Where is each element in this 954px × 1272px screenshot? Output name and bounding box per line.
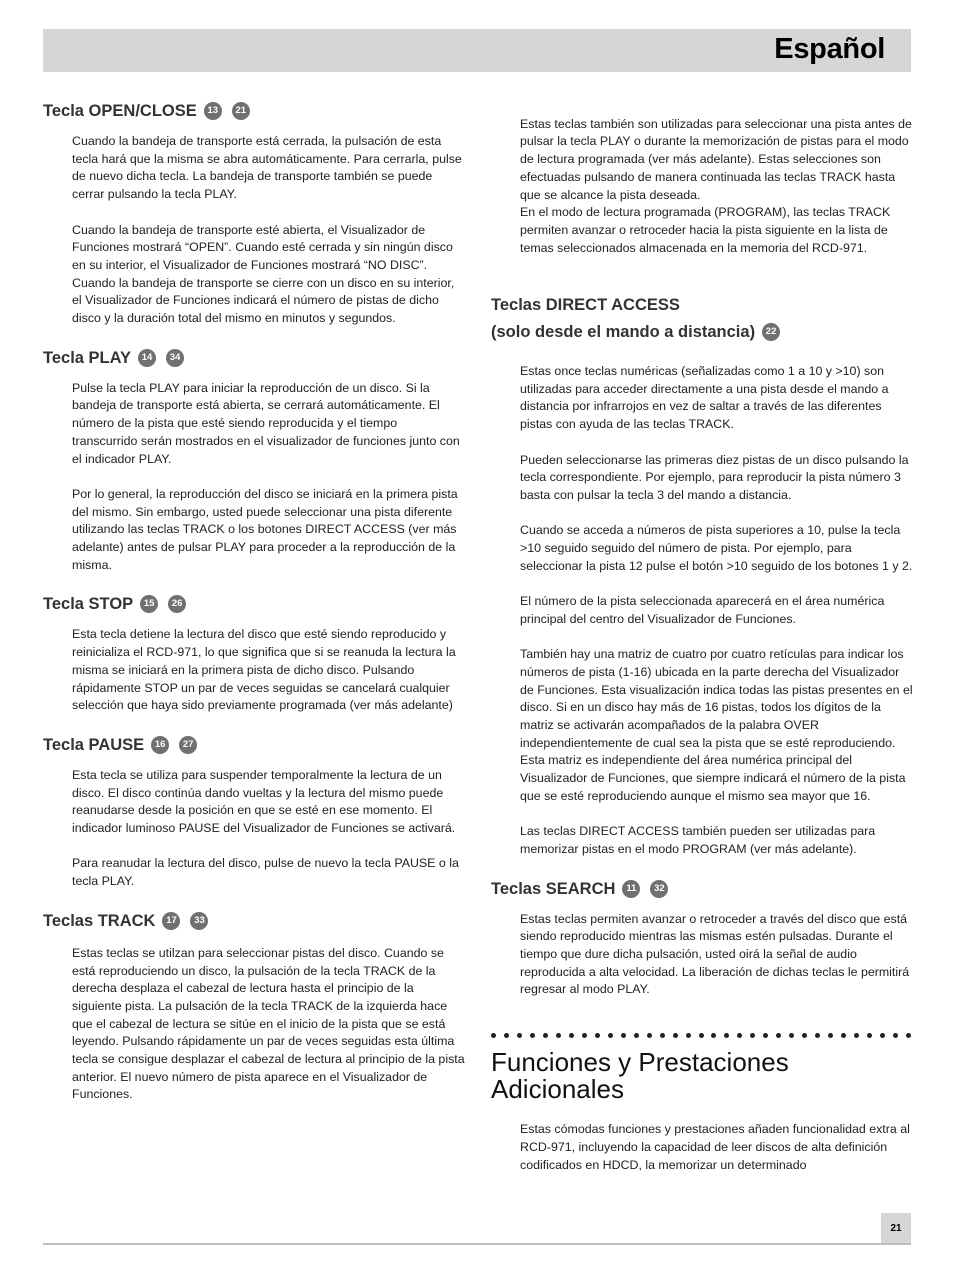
divider-dot xyxy=(880,1033,885,1038)
divider-dot xyxy=(724,1033,729,1038)
divider-dot xyxy=(893,1033,898,1038)
features-title: Funciones y Prestaciones Adicionales xyxy=(491,1047,789,1105)
divider-dot xyxy=(621,1033,626,1038)
section-search xyxy=(491,876,913,1000)
divider-dot xyxy=(491,1033,496,1038)
section-body: Pulse la tecla PLAY para iniciar la reproducción de un disco. Si la bandeja de transporte está abierta, se cerrará automáticamente. El número de la pista que esté siendo reproducida y el tiempo transcurrido serán mostrados en el visualizador de funciones junto con el indicador PLAY. Por lo general, la reproducción del disco se iniciará en la primera pista del mismo. Sin embargo, usted puede seleccionar una pista diferente utilizando las teclas TRACK o los botones DIRECT ACCESS (ver más adelante) antes de pulsar PLAY para proceder a la reproducción de la misma. xyxy=(72,380,460,572)
section-heading: Tecla PLAY 14 34 xyxy=(43,345,465,371)
divider-dot xyxy=(517,1033,522,1038)
dotted-divider xyxy=(491,1033,911,1041)
section-heading: Teclas DIRECT ACCESS xyxy=(491,296,680,315)
section-heading: Tecla OPEN/CLOSE 13 21 xyxy=(43,98,465,124)
section-heading: Tecla PAUSE 16 27 xyxy=(43,732,465,758)
reference-badge: 22 xyxy=(762,323,780,341)
section-body: Estas teclas permiten avanzar o retroceder a través del disco que está siendo reproducido mientras las mismas estén pulsadas. Durante el tiempo que dure dicha pulsación, usted oirá la señal de audio reproducida a alta velocidad. La liberación de dichas teclas le permitirá regresar al modo PLAY. xyxy=(520,911,910,997)
divider-dot xyxy=(776,1033,781,1038)
divider-dot xyxy=(750,1033,755,1038)
divider-dot xyxy=(647,1033,652,1038)
section-body: Estas teclas se utilzan para seleccionar pistas del disco. Cuando se está reproduciendo un disco, la pulsación de la tecla TRACK de la derecha desplaza el cabezal de lectura hasta el principio de la siguiente pista. La pulsación de la tecla TRACK de la izquierda hace que el cabezal de lectura se sitúe en el inicio de la pista que se está leyendo. Pulsando rápidamente un par de veces seguidas esta última tecla se consigue desplazar el cabezal de lectura al principio de la pista anterior. El nuevo número de pista aparece en el Visualizador de Funciones. xyxy=(72,945,465,1102)
right-column xyxy=(491,98,913,1174)
divider-dot xyxy=(802,1033,807,1038)
section-stop xyxy=(43,591,465,715)
section-track xyxy=(43,908,465,1104)
divider-dot xyxy=(867,1033,872,1038)
divider-dot xyxy=(530,1033,535,1038)
divider-dot xyxy=(737,1033,742,1038)
reference-badge: 34 xyxy=(166,349,184,367)
divider-dot xyxy=(543,1033,548,1038)
section-body: Estas once teclas numéricas (señalizadas como 1 a 10 y >10) son utilizadas para acceder directamente a una pista desde el mando a distancia por infrarrojos en vez de saltar a través de las diferentes pistas con ayuda de las teclas TRACK. Pueden seleccionarse las primeras diez pistas de un disco pulsando la tecla correspondiente. Por ejemplo, para reproducir la pista número 3 basta con pulsar la tecla 3 del mando a distancia. Cuando se acceda a números de pista superiores a 10, pulse la tecla >10 seguido seguido del número de pista. Por ejemplo, para seleccionar la pista 12 pulse el botón >10 seguido de los botones 1 y 2. El número de la pista seleccionada aparecerá en el área numérica principal del centro del Visualizador de Funciones. También hay una matriz de cuatro por cuatro retículas para indicar los números de pista (1-16) ubicada en la parte derecha del Visualizador de Funciones. Esta visualización indica todas las pistas presentes en el disco. Si en un disco hay más de 16 pistas, todos los dígitos de la matriz se activarán acompañados de la palabra OVER independientemente de cual sea la pista que se esté reproduciendo. Esta matriz es independiente del área numérica principal del Visualizador de Funciones, que siempre indicará el número de la pista que se esté reproduciendo aunque el mismo sea mayor que 16. Las teclas DIRECT ACCESS también pueden ser utilizadas para memorizar pistas en el modo PROGRAM (ver más adelante). xyxy=(520,364,913,856)
section-heading: Teclas SEARCH 11 32 xyxy=(491,876,913,902)
divider-dot xyxy=(711,1033,716,1038)
reference-badge: 26 xyxy=(168,595,186,613)
divider-dot xyxy=(686,1033,691,1038)
reference-badge: 17 xyxy=(162,912,180,930)
section-heading: Tecla STOP 15 26 xyxy=(43,591,465,617)
divider-dot xyxy=(634,1033,639,1038)
section-open-close xyxy=(43,98,465,328)
divider-dot xyxy=(660,1033,665,1038)
reference-badge: 21 xyxy=(232,102,250,120)
footer-rule xyxy=(43,1243,911,1245)
reference-badge: 32 xyxy=(650,880,668,898)
divider-dot xyxy=(608,1033,613,1038)
divider-dot xyxy=(569,1033,574,1038)
reference-badge: 15 xyxy=(140,595,158,613)
section-direct-access xyxy=(491,292,913,859)
track-continued-body: Estas teclas también son utilizadas para seleccionar una pista antes de pulsar la tecla PLAY o durante la memorización de pistas para el modo de lectura programada (ver más adelante). Estas selecciones son efectuadas pulsando de manera continuada las teclas TRACK hasta que se alcance la pista deseada. En el modo de lectura programada (PROGRAM), las teclas TRACK permiten avanzar o retroceder hacia la pista siguiente en la lista de temas seleccionados almacenada en la memoria del RCD-971. xyxy=(520,116,912,255)
divider-dot xyxy=(789,1033,794,1038)
section-pause xyxy=(43,732,465,891)
section-heading: Teclas TRACK 17 33 xyxy=(43,908,465,934)
section-body: Esta tecla detiene la lectura del disco que esté siendo reproducido y reinicializa el RCD-971, lo que significa que si se reanuda la lectura la misma se iniciará en la primera pista de dicho disco. Pulsando rápidamente STOP un par de veces seguidas se cancelará cualquier selección que haya sido previamente programada (ver más adelante) xyxy=(72,627,456,713)
divider-dot xyxy=(854,1033,859,1038)
divider-dot xyxy=(815,1033,820,1038)
divider-dot xyxy=(841,1033,846,1038)
page-title: Español xyxy=(774,33,885,65)
divider-dot xyxy=(699,1033,704,1038)
page-number: 21 xyxy=(881,1213,911,1243)
reference-badge: 16 xyxy=(151,736,169,754)
divider-dot xyxy=(595,1033,600,1038)
divider-dot xyxy=(673,1033,678,1038)
reference-badge: 33 xyxy=(190,912,208,930)
header-bar xyxy=(43,29,911,72)
divider-dot xyxy=(504,1033,509,1038)
divider-dot xyxy=(763,1033,768,1038)
section-play xyxy=(43,345,465,575)
reference-badge: 13 xyxy=(204,102,222,120)
reference-badge: 14 xyxy=(138,349,156,367)
section-body: Esta tecla se utiliza para suspender temporalmente la lectura de un disco. El disco continúa dando vueltas y la lectura del mismo puede reanudarse desde la posición en que se esté en ese momento. El indicador luminoso PAUSE del Visualizador de Funciones se activará. Para reanudar la lectura del disco, pulse de nuevo la tecla PAUSE o la tecla PLAY. xyxy=(72,767,459,889)
divider-dot xyxy=(906,1033,911,1038)
reference-badge: 11 xyxy=(622,880,640,898)
section-subheading: (solo desde el mando a distancia) 22 xyxy=(491,319,913,345)
section-body: Cuando la bandeja de transporte está cerrada, la pulsación de esta tecla hará que la misma se abra automáticamente. Para cerrarla, pulse de nuevo dicha tecla. La bandeja de transporte también se puede cerrar pulsando la tecla PLAY. Cuando la bandeja de transporte esté abierta, el Visualizador de Funciones mostrará “OPEN”. Cuando esté cerrada y sin ningún disco en su interior, el Visualizador de Funciones mostrará “NO DISC”. Cuando la bandeja de transporte se cierre con un disco en su interior, el Visualizador de Funciones indicará el número de pistas de dicho disco y la duración total del mismo en minutos y segundos. xyxy=(72,134,462,326)
divider-dot xyxy=(556,1033,561,1038)
divider-dot xyxy=(828,1033,833,1038)
section-body: Estas cómodas funciones y prestaciones añaden funcionalidad extra al RCD-971, incluyendo la capacidad de leer discos de alta definición codificados en HDCD, la memorizar un determinado xyxy=(520,1122,910,1172)
left-column xyxy=(43,98,465,1104)
reference-badge: 27 xyxy=(179,736,197,754)
divider-dot xyxy=(582,1033,587,1038)
